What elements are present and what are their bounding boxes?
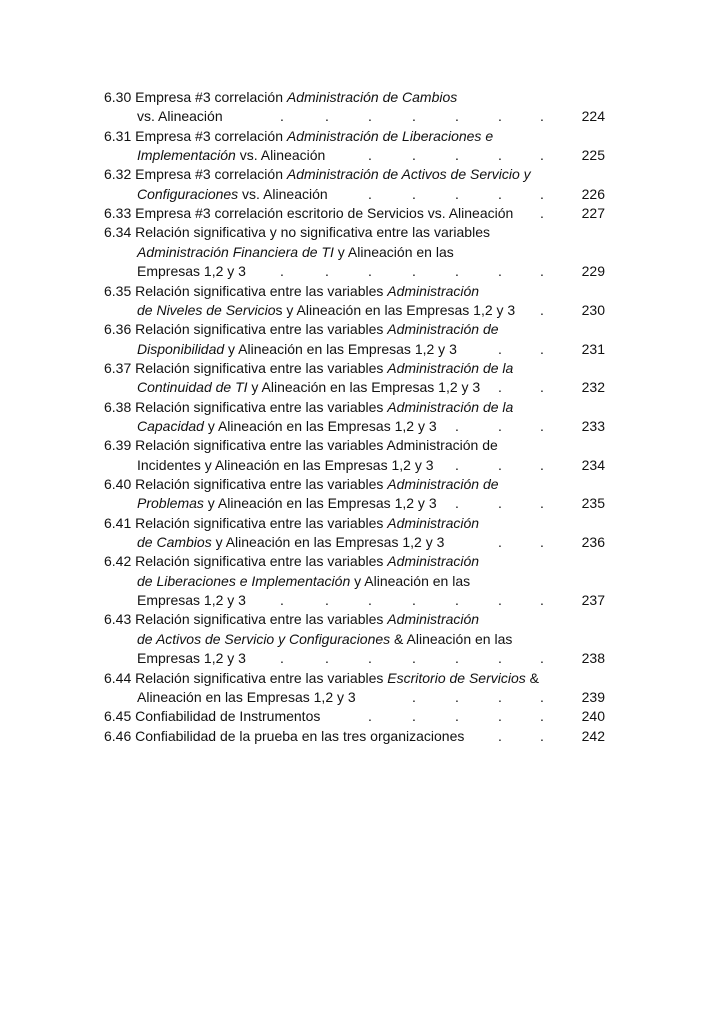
dot-leader: . bbox=[455, 456, 459, 473]
toc-entry-italic-text: Problemas bbox=[137, 495, 204, 512]
toc-entry-continuation bbox=[0, 456, 728, 474]
toc-entry-plain-text: 6.32 Empresa #3 correlación bbox=[104, 166, 287, 183]
toc-entry-italic-text: Disponibilidad bbox=[137, 340, 225, 357]
dot-leader: . bbox=[498, 379, 502, 396]
dot-leader: . bbox=[412, 650, 416, 667]
dot-leader: . bbox=[368, 592, 372, 609]
toc-entry-italic-text: Administración de bbox=[387, 476, 499, 492]
toc-entry bbox=[0, 88, 728, 106]
toc-entry bbox=[0, 610, 728, 628]
toc-entry-plain-text: y Alineación en las bbox=[333, 243, 454, 260]
toc-entry-plain-text: 6.34 Relación significativa y no significativa entre las variables bbox=[104, 224, 490, 241]
toc-entry-text bbox=[104, 204, 513, 222]
dot-leader: . bbox=[368, 708, 372, 725]
toc-entry-plain-text: 6.37 Relación significativa entre las variables bbox=[104, 359, 388, 376]
dot-leader: . bbox=[325, 108, 329, 125]
toc-entry-text bbox=[137, 262, 246, 280]
dot-leader: . bbox=[455, 108, 459, 125]
toc-entry-plain-text: 6.41 Relación significativa entre las variables bbox=[104, 514, 388, 531]
toc-entry-continuation bbox=[0, 243, 728, 261]
toc-entry-text bbox=[104, 552, 479, 570]
dot-leader: . bbox=[498, 456, 502, 473]
toc-entry-italic-text: Administración bbox=[387, 514, 480, 531]
toc-entry-text bbox=[137, 185, 328, 203]
dot-leader: . bbox=[325, 592, 329, 609]
dot-leader: . bbox=[455, 495, 459, 512]
toc-entry-continuation bbox=[0, 494, 728, 512]
toc-entry-plain-text: y Alineación en las bbox=[350, 572, 471, 589]
dot-leader: . bbox=[498, 495, 502, 512]
toc-entry bbox=[0, 669, 728, 687]
toc-entry-plain-text: 6.39 Relación significativa entre las variables Administración de bbox=[104, 437, 498, 454]
toc-entry-text bbox=[104, 398, 513, 416]
toc-entry bbox=[0, 727, 728, 745]
toc-entry-text bbox=[104, 727, 464, 745]
dot-leader: . bbox=[540, 592, 544, 609]
toc-page-number: 229 bbox=[581, 263, 605, 280]
toc-entry-plain-text: y Alineación en las Empresas 1,2 y 3 bbox=[203, 417, 437, 434]
dot-leader: . bbox=[368, 650, 372, 667]
dot-leader: . bbox=[540, 340, 544, 357]
toc-page-number: 239 bbox=[581, 688, 605, 705]
toc-entry-italic-text: Administración de la bbox=[387, 359, 514, 376]
dot-leader: . bbox=[455, 688, 459, 705]
toc-entry-italic-text: de Liberaciones e Implementación bbox=[137, 572, 351, 589]
dot-leader: . bbox=[540, 147, 544, 164]
toc-entry-italic-text: Administración bbox=[387, 282, 480, 299]
toc-entry bbox=[0, 223, 728, 241]
toc-entry-continuation bbox=[0, 688, 728, 706]
toc-entry-text bbox=[137, 340, 457, 358]
toc-entry-text bbox=[104, 707, 320, 725]
dot-leader: . bbox=[498, 263, 502, 280]
toc-entry-italic-text: Capacidad bbox=[137, 417, 204, 434]
toc-entry-italic-text: Administración de Cambios bbox=[286, 89, 458, 105]
toc-entry-italic-text: Configuraciones bbox=[137, 185, 239, 202]
dot-leader: . bbox=[540, 534, 544, 551]
toc-entry bbox=[0, 127, 728, 145]
dot-leader: . bbox=[498, 417, 502, 434]
toc-entry-italic-text: Administración bbox=[387, 553, 480, 570]
dot-leader: . bbox=[498, 108, 502, 125]
dot-leader: . bbox=[455, 592, 459, 609]
dot-leader: . bbox=[498, 727, 502, 744]
toc-page-number: 235 bbox=[581, 495, 605, 512]
toc-entry-plain-text: 6.38 Relación significativa entre las variables bbox=[104, 398, 388, 415]
dot-leader: . bbox=[412, 263, 416, 280]
toc-entry-plain-text: 6.40 Relación significativa entre las variables bbox=[104, 476, 388, 492]
toc-entry-text bbox=[137, 146, 325, 164]
toc-entry bbox=[0, 359, 728, 377]
toc-entry-text bbox=[104, 127, 493, 145]
toc-entry-continuation bbox=[0, 107, 728, 125]
toc-entry-plain-text: 6.42 Relación significativa entre las variables bbox=[104, 553, 388, 570]
toc-entry bbox=[0, 436, 728, 454]
dot-leader: . bbox=[455, 708, 459, 725]
toc-entry-plain-text: vs. Alineación bbox=[238, 185, 328, 202]
toc-entry-plain-text: 6.35 Relación significativa entre las variables bbox=[104, 282, 388, 299]
toc-entry-text bbox=[104, 475, 499, 493]
toc-entry-text bbox=[137, 533, 444, 551]
dot-leader: . bbox=[368, 185, 372, 202]
toc-entry-continuation bbox=[0, 185, 728, 203]
toc-entry-plain-text: 6.45 Confiabilidad de Instrumentos bbox=[104, 708, 321, 725]
toc-entry-plain-text: 6.31 Empresa #3 correlación bbox=[104, 127, 287, 144]
dot-leader: . bbox=[540, 688, 544, 705]
toc-page-number: 234 bbox=[581, 456, 605, 473]
toc-entry-plain-text: s y Alineación en las Empresas 1,2 y 3 bbox=[275, 301, 516, 318]
toc-entry bbox=[0, 475, 728, 493]
toc-entry-continuation bbox=[0, 262, 728, 280]
toc-entry-continuation bbox=[0, 301, 728, 319]
dot-leader: . bbox=[280, 592, 284, 609]
toc-entry-continuation bbox=[0, 378, 728, 396]
toc-entry bbox=[0, 707, 728, 725]
dot-leader: . bbox=[540, 379, 544, 396]
dot-leader: . bbox=[455, 417, 459, 434]
toc-page-number: 242 bbox=[581, 727, 605, 744]
toc-entry-plain-text: & Alineación en las bbox=[390, 630, 513, 647]
toc-entry-text bbox=[137, 688, 356, 706]
toc-entry bbox=[0, 398, 728, 416]
toc-entry-text bbox=[137, 494, 437, 512]
dot-leader: . bbox=[540, 495, 544, 512]
toc-page-number: 231 bbox=[581, 340, 605, 357]
toc-entry bbox=[0, 204, 728, 222]
toc-entry-text bbox=[137, 591, 246, 609]
dot-leader: . bbox=[280, 263, 284, 280]
toc-entry-plain-text: y Alineación en las Empresas 1,2 y 3 bbox=[211, 534, 445, 551]
toc-entry-plain-text: 6.46 Confiabilidad de la prueba en las tres organizaciones bbox=[104, 727, 465, 744]
toc-entry-continuation bbox=[0, 591, 728, 609]
toc-entry-text bbox=[104, 436, 498, 454]
toc-entry-plain-text: & bbox=[525, 669, 539, 686]
dot-leader: . bbox=[540, 456, 544, 473]
toc-entry-continuation bbox=[0, 533, 728, 551]
dot-leader: . bbox=[412, 688, 416, 705]
toc-entry-italic-text: Administración bbox=[387, 611, 480, 628]
toc-entry-text bbox=[137, 572, 470, 590]
toc-entry-italic-text: Administración de la bbox=[387, 398, 514, 415]
dot-leader: . bbox=[280, 108, 284, 125]
toc-entry-text bbox=[104, 165, 531, 183]
toc-entry-text bbox=[104, 282, 479, 300]
dot-leader: . bbox=[498, 650, 502, 667]
dot-leader: . bbox=[368, 263, 372, 280]
dot-leader: . bbox=[540, 650, 544, 667]
toc-entry bbox=[0, 514, 728, 532]
dot-leader: . bbox=[498, 147, 502, 164]
toc-entry-continuation bbox=[0, 649, 728, 667]
toc-entry-text bbox=[137, 417, 437, 435]
dot-leader: . bbox=[540, 727, 544, 744]
toc-entry-italic-text: Administración de bbox=[387, 321, 499, 338]
toc-entry-italic-text: Administración de Activos de Servicio y bbox=[286, 166, 531, 183]
toc-entry-plain-text: Empresas 1,2 y 3 bbox=[137, 592, 246, 609]
toc-entry-text bbox=[104, 669, 539, 687]
dot-leader: . bbox=[412, 592, 416, 609]
toc-page-number: 236 bbox=[581, 534, 605, 551]
dot-leader: . bbox=[325, 263, 329, 280]
toc-entry-italic-text: Administración Financiera de TI bbox=[137, 243, 334, 260]
dot-leader: . bbox=[412, 185, 416, 202]
toc-entry-plain-text: y Alineación en las Empresas 1,2 y 3 bbox=[247, 379, 481, 396]
toc-entry-text bbox=[137, 630, 512, 648]
toc-entry-text bbox=[104, 320, 499, 338]
dot-leader: . bbox=[498, 340, 502, 357]
toc-entry-italic-text: Administración de Liberaciones e bbox=[286, 127, 494, 144]
toc-entry-continuation bbox=[0, 417, 728, 435]
dot-leader: . bbox=[540, 263, 544, 280]
toc-entry-italic-text: Continuidad de TI bbox=[137, 379, 248, 396]
dot-leader: . bbox=[540, 108, 544, 125]
toc-entry-text bbox=[137, 456, 434, 474]
toc-entry-continuation bbox=[0, 146, 728, 164]
toc-page-number: 238 bbox=[581, 650, 605, 667]
toc-page-number: 232 bbox=[581, 379, 605, 396]
toc-entry-text bbox=[104, 88, 457, 106]
dot-leader: . bbox=[412, 147, 416, 164]
toc-entry-italic-text: Escritorio de Servicios bbox=[387, 669, 526, 686]
toc-entry-continuation bbox=[0, 572, 728, 590]
toc-entry-italic-text: de Activos de Servicio y Configuraciones bbox=[137, 630, 391, 647]
toc-entry-italic-text: Implementación bbox=[137, 147, 236, 164]
dot-leader: . bbox=[540, 417, 544, 434]
toc-page-number: 237 bbox=[581, 592, 605, 609]
toc-entry bbox=[0, 165, 728, 183]
toc-entry-text bbox=[137, 243, 454, 261]
dot-leader: . bbox=[455, 185, 459, 202]
toc-page-number: 227 bbox=[581, 205, 605, 222]
dot-leader: . bbox=[498, 688, 502, 705]
toc-page-number: 225 bbox=[581, 147, 605, 164]
dot-leader: . bbox=[325, 650, 329, 667]
toc-entry-text bbox=[137, 301, 515, 319]
toc-entry-plain-text: 6.36 Relación significativa entre las variables bbox=[104, 321, 388, 338]
dot-leader: . bbox=[498, 708, 502, 725]
toc-entry-continuation bbox=[0, 340, 728, 358]
toc-entry bbox=[0, 320, 728, 338]
toc-entry-plain-text: 6.33 Empresa #3 correlación escritorio de Servicios vs. Alineación bbox=[104, 205, 514, 222]
dot-leader: . bbox=[455, 263, 459, 280]
dot-leader: . bbox=[498, 592, 502, 609]
toc-entry-continuation bbox=[0, 630, 728, 648]
dot-leader: . bbox=[412, 108, 416, 125]
dot-leader: . bbox=[498, 534, 502, 551]
toc-entry-text bbox=[137, 107, 223, 125]
toc-entry-italic-text: de Cambios bbox=[137, 534, 212, 551]
dot-leader: . bbox=[412, 708, 416, 725]
toc-page-number: 230 bbox=[581, 301, 605, 318]
toc-entry-plain-text: 6.44 Relación significativa entre las variables bbox=[104, 669, 388, 686]
toc-entry-plain-text: vs. Alineación bbox=[235, 147, 326, 164]
dot-leader: . bbox=[540, 205, 544, 222]
dot-leader: . bbox=[368, 147, 372, 164]
toc-entry-plain-text: Empresas 1,2 y 3 bbox=[137, 263, 246, 280]
toc-page-number: 240 bbox=[581, 708, 605, 725]
toc-entry-plain-text: vs. Alineación bbox=[137, 108, 223, 125]
dot-leader: . bbox=[540, 301, 544, 318]
toc-entry-text bbox=[104, 514, 479, 532]
dot-leader: . bbox=[540, 185, 544, 202]
toc-entry-plain-text: 6.30 Empresa #3 correlación bbox=[104, 89, 287, 105]
toc-entry-plain-text: y Alineación en las Empresas 1,2 y 3 bbox=[224, 340, 457, 357]
toc-entry-italic-text: de Niveles de Servicio bbox=[137, 301, 276, 318]
toc-entry-text bbox=[104, 610, 479, 628]
toc-entry-plain-text: Alineación en las Empresas 1,2 y 3 bbox=[137, 688, 356, 705]
toc-entry-text bbox=[104, 223, 490, 241]
toc-entry-plain-text: Incidentes y Alineación en las Empresas 1,2 y 3 bbox=[137, 456, 434, 473]
dot-leader: . bbox=[455, 650, 459, 667]
dot-leader: . bbox=[368, 108, 372, 125]
toc-entry-text bbox=[104, 359, 513, 377]
toc-entry bbox=[0, 552, 728, 570]
toc-page-number: 233 bbox=[581, 417, 605, 434]
toc-entry bbox=[0, 282, 728, 300]
toc-entry-text bbox=[137, 378, 480, 396]
toc-entry-text bbox=[137, 649, 246, 667]
toc-page-number: 224 bbox=[581, 108, 605, 125]
dot-leader: . bbox=[280, 650, 284, 667]
dot-leader: . bbox=[455, 147, 459, 164]
dot-leader: . bbox=[540, 708, 544, 725]
dot-leader: . bbox=[498, 185, 502, 202]
toc-entry-plain-text: y Alineación en las Empresas 1,2 y 3 bbox=[203, 495, 437, 512]
toc-entry-plain-text: 6.43 Relación significativa entre las variables bbox=[104, 611, 388, 628]
toc-entry-plain-text: Empresas 1,2 y 3 bbox=[137, 650, 246, 667]
toc-page-number: 226 bbox=[581, 185, 605, 202]
